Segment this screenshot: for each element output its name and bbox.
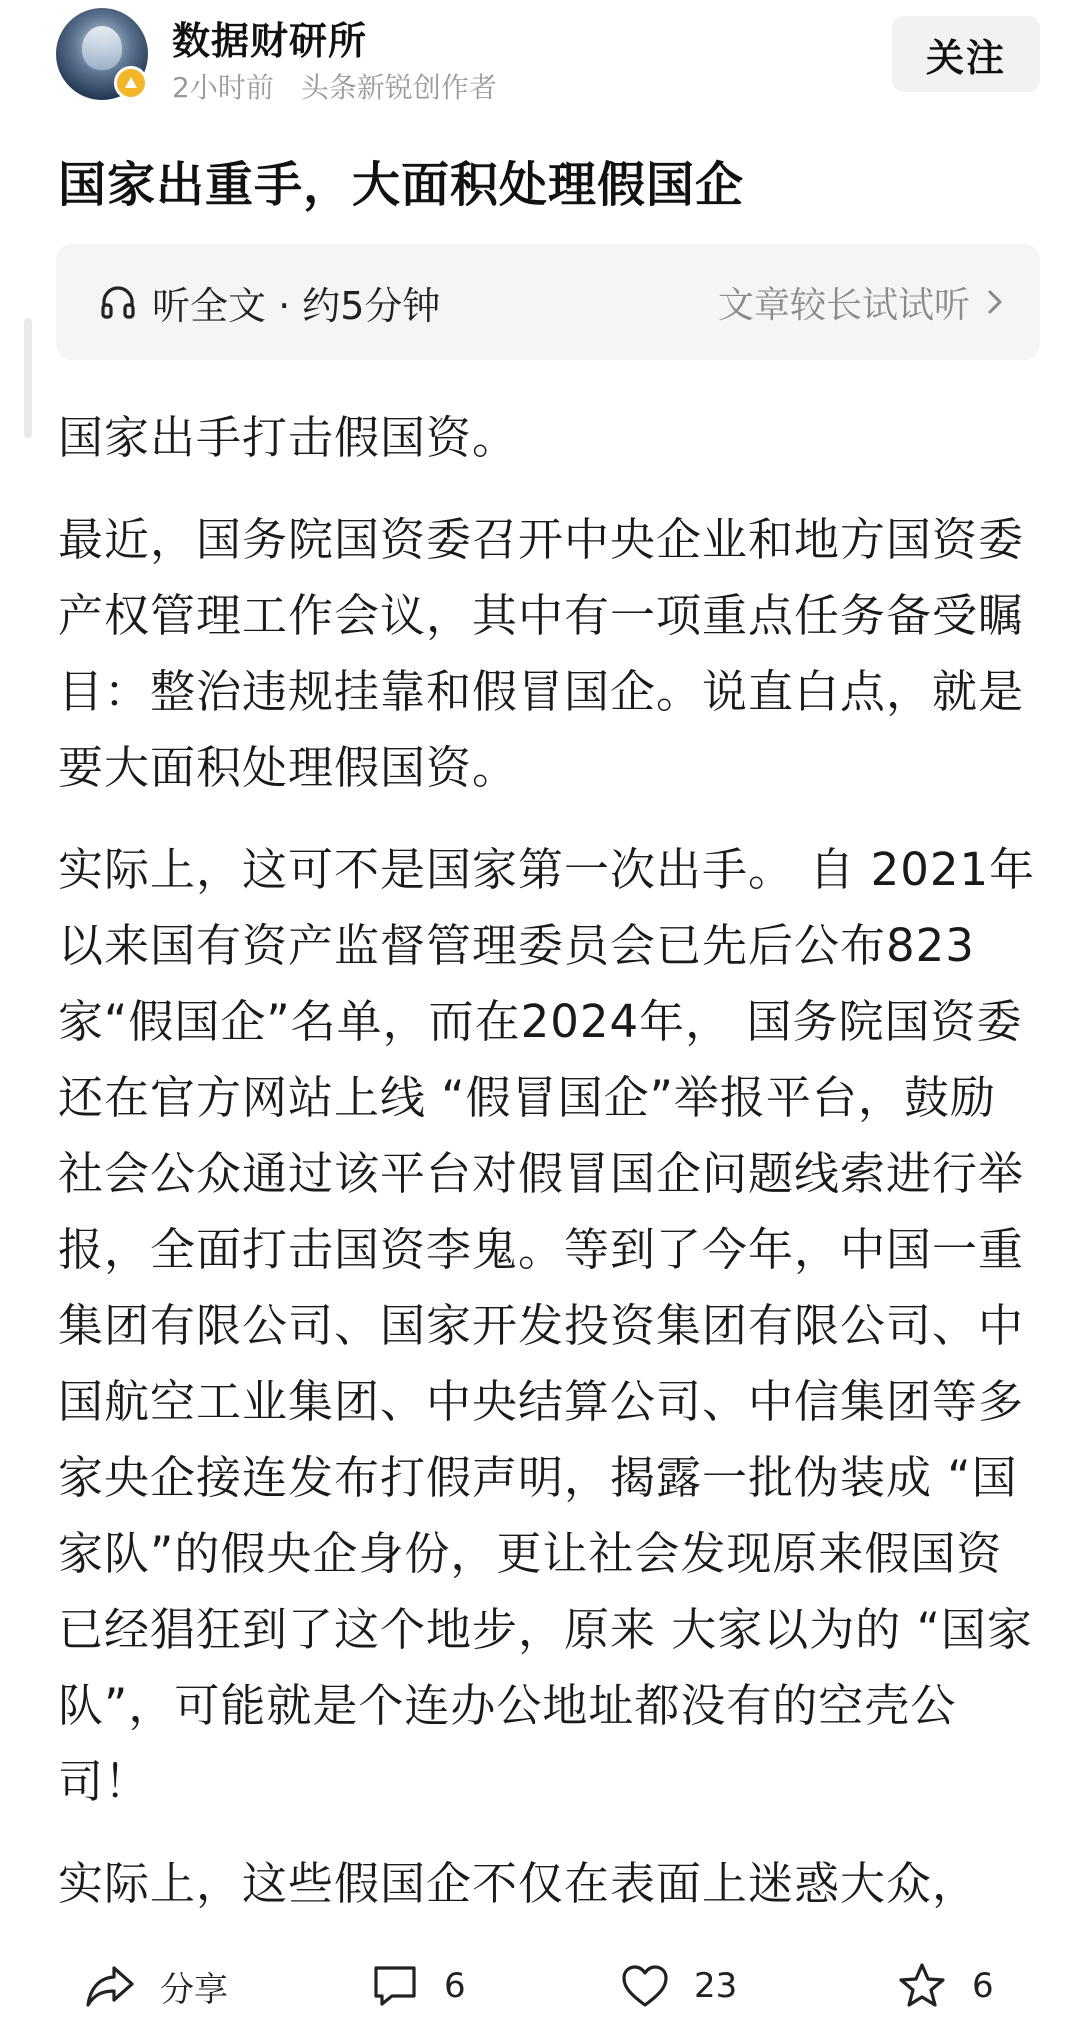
like-count: 23 [694,1966,738,2006]
heart-icon [620,1963,670,2009]
action-bar [0,1940,1080,2039]
chevron-right-icon [986,288,1004,316]
comment-button[interactable] [370,1956,466,2016]
avatar[interactable] [56,8,148,100]
share-icon [84,1962,136,2010]
author-tag: 头条新锐创作者 [300,71,497,104]
listen-suggestion-label: 文章较长试试听 [717,284,970,326]
listen-full-text[interactable] [98,244,440,360]
article-paragraph: 国家出手打击假国资。 [58,411,519,464]
article-header [0,0,1080,120]
author-name[interactable]: 数据财研所 [172,19,368,63]
star-icon [896,1961,948,2011]
author-meta [172,66,497,106]
article-paragraph: 实际上，这可不是国家第一次出手。 自 2021年以来国有资产监督管理委员会已先后公布823家“假国企”名单，而在2024年， 国务院国资委还在官方网站上线 “假冒国企”举报平台，鼓励社会公众通过该平台对假冒国企问题线索进行举报，全面打击国资李鬼。等到了今年，中国一重集团有限公司、国家开发投资集团有限公司、中国航空工业集团、中央结算公司、中信集团等多家央企接连发布打假声明，揭露一批伪装成 “国家队”的假央企身份，更让社会发现原来假国资已经猖狂到了这个地步，原来 大家以为的 “国家队”，可能就是个连办公地址都没有的空壳公司！ [58,843,1036,1808]
favorite-count: 6 [972,1966,994,2006]
listen-bar[interactable] [56,244,1040,360]
scroll-indicator[interactable] [24,318,32,438]
share-button[interactable] [84,1956,228,2016]
listen-label: 听全文 · 约5分钟 [152,283,441,328]
comment-count: 6 [444,1966,466,2006]
listen-suggestion[interactable] [718,244,1004,360]
article-paragraph: 实际上，这些假国企不仅在表面上迷惑大众， [58,1857,979,1910]
headphones-icon [98,282,138,322]
like-button[interactable] [620,1956,737,2016]
article-body [58,400,1038,1948]
article-title: 国家出重手，大面积处理假国企 [58,157,745,213]
avatar-image [82,26,122,70]
follow-button[interactable]: 关注 [892,16,1040,92]
article-paragraph: 最近，国务院国资委召开中央企业和地方国资委产权管理工作会议，其中有一项重点任务备受瞩目：整治违规挂靠和假冒国企。说直白点，就是要大面积处理假国资。 [58,513,1025,794]
post-time: 2小时前 [172,71,274,104]
share-label: 分享 [160,1969,228,2010]
verified-badge-icon [114,66,148,100]
comment-icon [370,1962,420,2010]
favorite-button[interactable] [896,1956,994,2016]
